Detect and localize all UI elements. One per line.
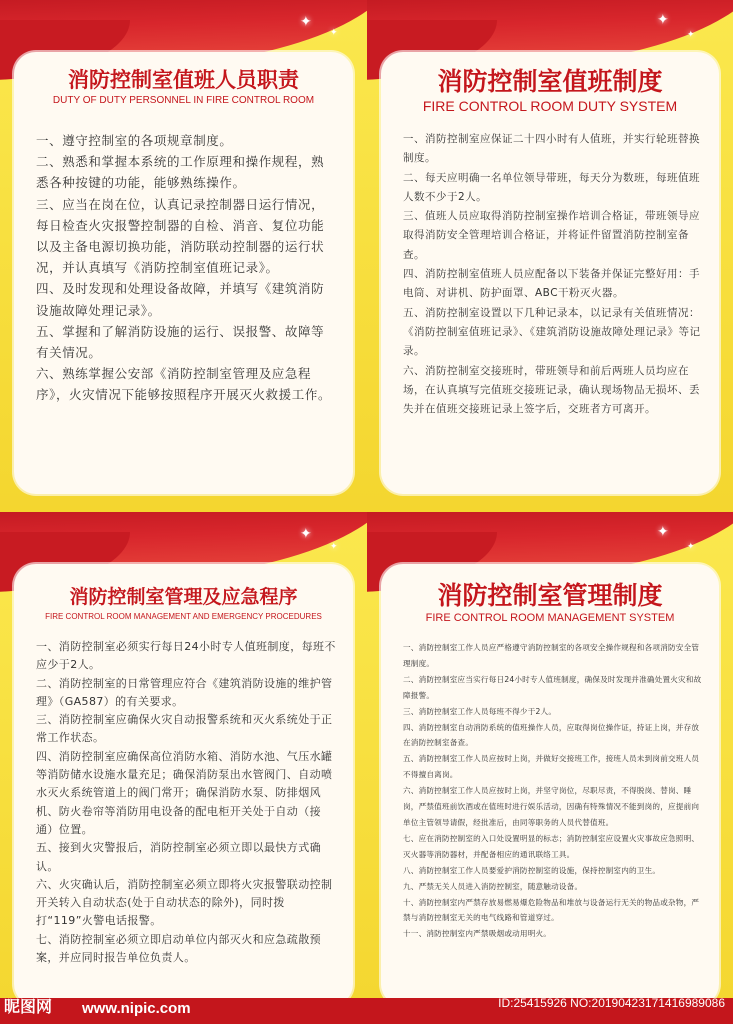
poster-subtitle: FIRE CONTROL ROOM MANAGEMENT SYSTEM <box>425 612 675 624</box>
poster-subtitle: FIRE CONTROL ROOM DUTY SYSTEM <box>422 98 678 114</box>
sparkle-icon: ✦ <box>300 14 312 30</box>
sparkle-icon: ✦ <box>330 28 338 38</box>
list-item: 一、消防控制室工作人员应严格遵守消防控制室的各项安全操作规程和各项消防安全管理制度。 <box>403 643 700 668</box>
list-item: 五、消防控制室设置以下几种记录本，以记录有关值班情况：《消防控制室值班记录》、《建筑消防设施故障处理记录》等记录。 <box>403 306 701 358</box>
list-item: 一、遵守控制室的各项规章制度。 <box>36 133 233 148</box>
sparkle-icon: ✦ <box>687 542 695 552</box>
list-item: 二、熟悉和掌握本系统的工作原理和操作规程，熟悉各种按键的功能，能够熟练操作。 <box>36 154 325 191</box>
list-item: 三、消防控制室应确保火灾自动报警系统和灭火系统处于正常工作状态。 <box>36 713 333 745</box>
list-item: 七、消防控制室必须立即启动单位内部灭火和应急疏散预案，并应同时报告单位负责人。 <box>36 932 321 965</box>
duty-system-list <box>403 130 703 419</box>
list-item: 二、每天应明确一名单位领导带班，每天分为数班，每班值班人数不少于2人。 <box>403 171 700 203</box>
list-item: 五、接到火灾警报后，消防控制室必须立即以最快方式确认。 <box>36 841 321 873</box>
poster-subtitle: DUTY OF DUTY PERSONNEL IN FIRE CONTROL ROOM <box>52 95 315 106</box>
list-item: 二、消防控制室应当实行每日24小时专人值班制度，确保及时发现并准确处置火灾和故障报警。 <box>403 674 702 700</box>
list-item: 三、消防控制室工作人员每班不得少于2人。 <box>403 706 557 716</box>
list-item: 四、消防控制室自动消防系统的值班操作人员，应取得岗位操作证，持证上岗，并存放在消防控制室备查。 <box>403 722 700 748</box>
list-item: 三、值班人员应取得消防控制室操作培训合格证，带班领导应取得消防安全管理培训合格证，并将证件留置消防控制室备查。 <box>403 210 700 261</box>
list-item: 一、消防控制室必须实行每日24小时专人值班制度，每班不应少于2人。 <box>36 640 336 672</box>
list-item: 四、消防控制室应确保高位消防水箱、消防水池、气压水罐等消防储水设施水量充足；确保消防泵出水管阀门、自动喷水灭火系统管道上的阀门常开；确保消防水泵、防排烟风机、防火卷帘等消防用电设备的配电柜开关处于自动（接通）位置。 <box>36 749 333 836</box>
watermark-logo: 昵图网 <box>4 997 53 1016</box>
list-item: 六、熟练掌握公安部《消防控制室管理及应急程序》，火灾情况下能够按照程序开展灭火救援工作。 <box>36 366 332 403</box>
poster-title: 消防控制室管理制度 <box>437 581 663 610</box>
list-item: 一、消防控制室应保证二十四小时有人值班，并实行轮班替换制度。 <box>403 133 700 165</box>
duty-list <box>36 130 337 406</box>
sparkle-icon: ✦ <box>330 542 338 552</box>
list-item: 六、消防控制室工作人员应按时上岗，并坚守岗位，尽职尽责，不得脱岗、替岗、睡岗，严禁值班前饮酒或在值班时进行娱乐活动，因确有特殊情况不能到岗的，应提前向单位主管领导请假，经批准后，由同等职务的人员代替值班。 <box>403 786 700 827</box>
sparkle-icon: ✦ <box>657 12 669 28</box>
poster-title: 消防控制室管理及应急程序 <box>69 586 298 608</box>
list-item: 十一、消防控制室内严禁吸烟或动用明火。 <box>403 929 552 939</box>
poster-title: 消防控制室值班制度 <box>437 67 663 96</box>
list-item: 二、消防控制室的日常管理应符合《建筑消防设施的维护管理》（GA587）的有关要求。 <box>36 676 333 708</box>
poster-subtitle: FIRE CONTROL ROOM MANAGEMENT AND EMERGENCY PROCEDURES <box>45 612 322 621</box>
watermark-id: ID:25415926 NO:20190423171416989086 <box>498 996 725 1010</box>
poster-management-system <box>367 512 733 1024</box>
list-item: 五、消防控制室工作人员应按时上岗，并做好交接班工作，接班人员未到岗前交班人员不得擅自离岗。 <box>403 754 700 780</box>
sparkle-icon: ✦ <box>687 30 695 40</box>
list-item: 六、消防控制室交接班时，带班领导和前后两班人员均应在场，在认真填写完值班交接班记录，确认现场物品无损坏、丢失并在值班交接班记录上签字后，交班者方可离开。 <box>403 364 700 416</box>
list-item: 九、严禁无关人员进入消防控制室，随意触动设备。 <box>403 881 583 891</box>
list-item: 五、掌握和了解消防设施的运行、误报警、故障等有关情况。 <box>36 323 325 361</box>
poster-emergency-procedures <box>0 512 367 1024</box>
poster-duty-personnel <box>0 0 367 512</box>
sparkle-icon: ✦ <box>657 524 669 540</box>
sparkle-icon: ✦ <box>300 526 312 542</box>
list-item: 四、消防控制室值班人员应配备以下装备并保证完整好用：手电筒、对讲机、防护面罩、ABC干粉灭火器。 <box>403 268 700 300</box>
list-item: 六、火灾确认后，消防控制室必须立即将火灾报警联动控制开关转入自动状态(处于自动状态的除外)，同时拨打“119”火警电话报警。 <box>36 877 333 928</box>
list-item: 八、消防控制室工作人员要爱护消防控制室的设施，保持控制室内的卫生。 <box>403 865 661 875</box>
emergency-list <box>36 638 337 967</box>
list-item: 十、消防控制室内严禁存放易燃易爆危险物品和堆放与设备运行无关的物品或杂物，严禁与消防控制室无关的电气线路和管道穿过。 <box>403 897 700 923</box>
poster-title: 消防控制室值班人员职责 <box>68 68 299 92</box>
management-list <box>403 640 703 942</box>
watermark-site: www.nipic.com <box>82 1000 191 1017</box>
list-item: 四、及时发现和处理设备故障，并填写《建筑消防设施故障处理记录》。 <box>36 281 325 318</box>
poster-duty-system <box>367 0 733 512</box>
list-item: 三、应当在岗在位，认真记录控制器日运行情况，每日检查火灾报警控制器的自检、消音、复位功能以及主备电源切换功能，消防联动控制器的运行状况，并认真填写《消防控制室值班记录》。 <box>36 196 325 276</box>
list-item: 七、应在消防控制室的入口处设置明显的标志；消防控制室应设置火灾事故应急照明、灭火器等消防器材，并配备相应的通讯联络工具。 <box>403 833 700 859</box>
